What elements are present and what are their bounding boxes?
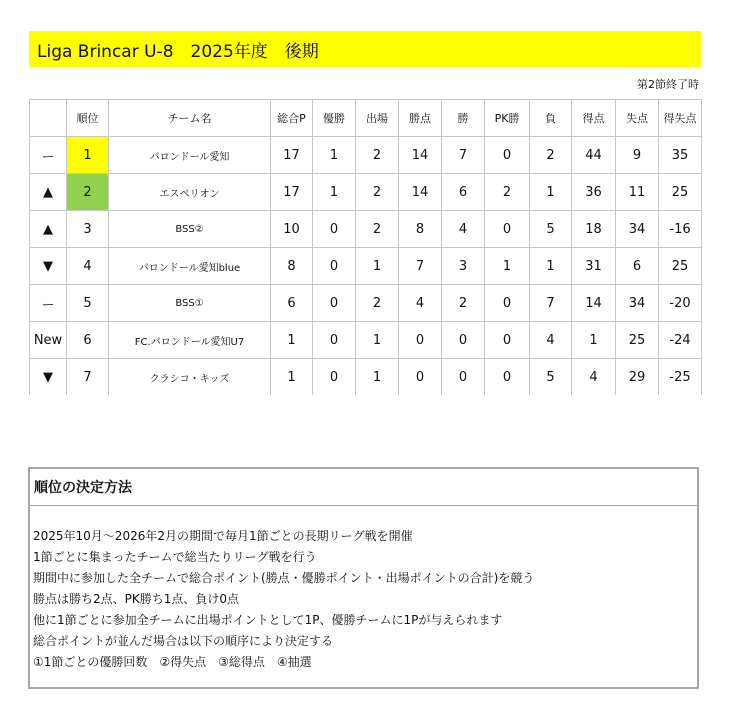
goal-diff-cell: -16 (659, 211, 702, 248)
losses-cell: 1 (530, 174, 572, 211)
total-points-cell: 17 (271, 137, 313, 174)
rules-body (30, 506, 697, 673)
goals-for-cell: 44 (572, 137, 616, 174)
losses-cell: 2 (530, 137, 572, 174)
appearance-cell: 1 (356, 322, 399, 359)
goals-for-cell: 36 (572, 174, 616, 211)
title-wins-cell: 0 (313, 359, 356, 396)
title-wins-cell: 1 (313, 174, 356, 211)
team-name-cell: BSS② (109, 211, 271, 248)
goals-against-cell: 11 (616, 174, 659, 211)
col-header-appear: 出場 (356, 100, 399, 137)
col-header-gd: 得失点 (659, 100, 702, 137)
title-wins-cell: 0 (313, 285, 356, 322)
appearance-cell: 2 (356, 211, 399, 248)
goals-for-cell: 1 (572, 322, 616, 359)
rank-cell: 7 (67, 359, 109, 396)
rules-line: 勝点は勝ち2点、PK勝ち1点、負け0点 (33, 592, 240, 606)
table-row (30, 211, 702, 248)
trend-cell: ▼ (30, 248, 67, 285)
trend-cell: ー (30, 285, 67, 322)
rules-line: 1節ごとに集まったチームで総当たりリーグ戦を行う (33, 550, 317, 564)
trend-cell: ー (30, 137, 67, 174)
win-points-cell: 4 (399, 285, 442, 322)
team-name-cell: パロンドール愛知 (109, 137, 271, 174)
table-row (30, 359, 702, 396)
appearance-cell: 2 (356, 174, 399, 211)
losses-cell: 5 (530, 359, 572, 396)
rank-cell: 2 (67, 174, 109, 211)
col-header-wins-title: 優勝 (313, 100, 356, 137)
rank-cell: 5 (67, 285, 109, 322)
pk-wins-cell: 2 (485, 174, 530, 211)
status-label: 第2節終了時 (637, 78, 699, 91)
title-banner (29, 31, 701, 67)
rules-line: 他に1節ごとに参加全チームに出場ポイントとして1P、優勝チームに1Pが与えられます (33, 613, 503, 627)
trend-cell: ▲ (30, 211, 67, 248)
appearance-cell: 1 (356, 359, 399, 396)
table-header-row (30, 100, 702, 137)
rules-heading: 順位の決定方法 (30, 469, 697, 506)
rank-cell: 6 (67, 322, 109, 359)
pk-wins-cell: 0 (485, 359, 530, 396)
goals-for-cell: 14 (572, 285, 616, 322)
goal-diff-cell: 25 (659, 248, 702, 285)
appearance-cell: 1 (356, 248, 399, 285)
rules-line: 総合ポイントが並んだ場合は以下の順序により決定する (33, 634, 334, 648)
page-title: Liga Brincar U-8 2025年度 後期 (37, 41, 319, 62)
losses-cell: 5 (530, 211, 572, 248)
col-header-ga: 失点 (616, 100, 659, 137)
goals-for-cell: 31 (572, 248, 616, 285)
goal-diff-cell: -20 (659, 285, 702, 322)
losses-cell: 1 (530, 248, 572, 285)
rules-line: 期間中に参加した全チームで総合ポイント(勝点・優勝ポイント・出場ポイントの合計)を競う (33, 571, 535, 585)
rules-line: 2025年10月～2026年2月の期間で毎月1節ごとの長期リーグ戦を開催 (33, 529, 413, 543)
col-header-team: チーム名 (109, 100, 271, 137)
col-header-total: 総合P (271, 100, 313, 137)
goals-against-cell: 6 (616, 248, 659, 285)
total-points-cell: 6 (271, 285, 313, 322)
goals-for-cell: 4 (572, 359, 616, 396)
goals-against-cell: 29 (616, 359, 659, 396)
win-points-cell: 14 (399, 174, 442, 211)
goals-for-cell: 18 (572, 211, 616, 248)
col-header-gf: 得点 (572, 100, 616, 137)
col-header-trend (30, 100, 67, 137)
win-points-cell: 8 (399, 211, 442, 248)
col-header-lose: 負 (530, 100, 572, 137)
col-header-rank: 順位 (67, 100, 109, 137)
trend-cell: New (30, 322, 67, 359)
total-points-cell: 1 (271, 322, 313, 359)
trend-cell: ▲ (30, 174, 67, 211)
pk-wins-cell: 0 (485, 137, 530, 174)
wins-cell: 7 (442, 137, 485, 174)
goal-diff-cell: 25 (659, 174, 702, 211)
wins-cell: 0 (442, 322, 485, 359)
col-header-win: 勝 (442, 100, 485, 137)
standings-table (29, 99, 702, 395)
title-wins-cell: 1 (313, 137, 356, 174)
table-row (30, 322, 702, 359)
wins-cell: 4 (442, 211, 485, 248)
appearance-cell: 2 (356, 285, 399, 322)
goals-against-cell: 25 (616, 322, 659, 359)
team-name-cell: FC.パロンドール愛知U7 (109, 322, 271, 359)
team-name-cell: エスペリオン (109, 174, 271, 211)
pk-wins-cell: 0 (485, 211, 530, 248)
title-wins-cell: 0 (313, 248, 356, 285)
total-points-cell: 10 (271, 211, 313, 248)
pk-wins-cell: 1 (485, 248, 530, 285)
pk-wins-cell: 0 (485, 285, 530, 322)
rank-cell: 4 (67, 248, 109, 285)
win-points-cell: 0 (399, 359, 442, 396)
title-wins-cell: 0 (313, 211, 356, 248)
win-points-cell: 7 (399, 248, 442, 285)
team-name-cell: BSS① (109, 285, 271, 322)
table-row (30, 137, 702, 174)
losses-cell: 7 (530, 285, 572, 322)
title-wins-cell: 0 (313, 322, 356, 359)
total-points-cell: 8 (271, 248, 313, 285)
goals-against-cell: 9 (616, 137, 659, 174)
table-row (30, 248, 702, 285)
ranking-rules-box (28, 467, 699, 689)
rank-cell: 3 (67, 211, 109, 248)
col-header-win-pts: 勝点 (399, 100, 442, 137)
wins-cell: 6 (442, 174, 485, 211)
table-row (30, 285, 702, 322)
team-name-cell: パロンドール愛知blue (109, 248, 271, 285)
losses-cell: 4 (530, 322, 572, 359)
goal-diff-cell: 35 (659, 137, 702, 174)
trend-cell: ▼ (30, 359, 67, 396)
team-name-cell: クラシコ・キッズ (109, 359, 271, 396)
table-row (30, 174, 702, 211)
goals-against-cell: 34 (616, 285, 659, 322)
rules-line: ①1節ごとの優勝回数 ②得失点 ③総得点 ④抽選 (33, 655, 312, 669)
win-points-cell: 0 (399, 322, 442, 359)
goal-diff-cell: -25 (659, 359, 702, 396)
goals-against-cell: 34 (616, 211, 659, 248)
rank-cell: 1 (67, 137, 109, 174)
pk-wins-cell: 0 (485, 322, 530, 359)
total-points-cell: 1 (271, 359, 313, 396)
wins-cell: 3 (442, 248, 485, 285)
wins-cell: 2 (442, 285, 485, 322)
wins-cell: 0 (442, 359, 485, 396)
appearance-cell: 2 (356, 137, 399, 174)
win-points-cell: 14 (399, 137, 442, 174)
col-header-pk: PK勝 (485, 100, 530, 137)
total-points-cell: 17 (271, 174, 313, 211)
goal-diff-cell: -24 (659, 322, 702, 359)
